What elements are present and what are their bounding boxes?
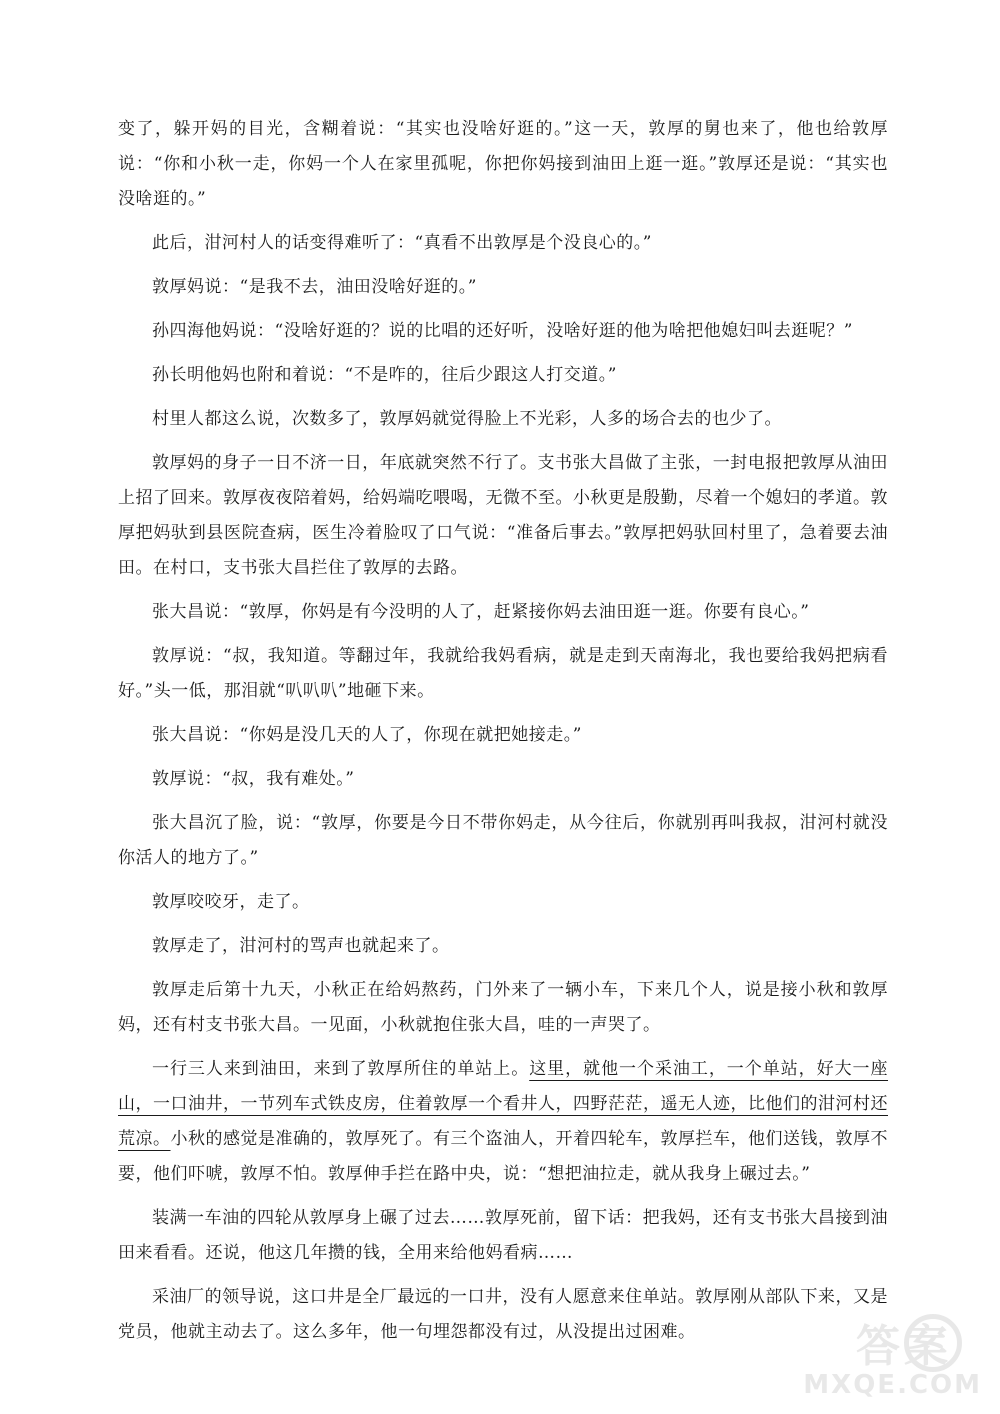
paragraph-17: 装满一车油的四轮从敦厚身上碾了过去……敦厚死前，留下话：把我妈，还有支书张大昌接到油田来看看。还说，他这几年攒的钱，全用来给他妈看病…… xyxy=(118,1208,888,1263)
watermark-circle-icon xyxy=(904,1314,962,1372)
paragraph-5: 孙长明他妈也附和着说：“不是咋的，往后少跟这人打交道。” xyxy=(152,365,617,385)
watermark-small-text: MXQE.COM xyxy=(803,1370,982,1400)
paragraph-1: 变了，躲开妈的目光，含糊着说：“其实也没啥好逛的。”这一天，敦厚的舅也来了，他也给敦厚说：“你和小秋一走，你妈一个人在家里孤呢，你把你妈接到油田上逛一逛。”敦厚还是说：“其实也没啥逛的。” xyxy=(118,119,888,209)
paragraph-6: 村里人都这么说，次数多了，敦厚妈就觉得脸上不光彩，人多的场合去的也少了。 xyxy=(152,409,782,429)
paragraph-15: 敦厚走后第十九天，小秋正在给妈熬药，门外来了一辆小车，下来几个人，说是接小秋和敦厚妈，还有村支书张大昌。一见面，小秋就抱住张大昌，哇的一声哭了。 xyxy=(118,980,888,1035)
paragraph-13: 敦厚咬咬牙，走了。 xyxy=(152,892,310,912)
paragraph-4: 孙四海他妈说：“没啥好逛的？说的比唱的还好听，没啥好逛的他为啥把他媳妇叫去逛呢？” xyxy=(152,321,853,341)
watermark-big-text: 答案 xyxy=(856,1321,952,1372)
paragraph-8: 张大昌说：“敦厚，你妈是有今没明的人了，赶紧接你妈去油田逛一逛。你要有良心。” xyxy=(152,602,810,622)
paragraph-18: 采油厂的领导说，这口井是全厂最远的一口井，没有人愿意来住单站。敦厚刚从部队下来，又是党员，他就主动去了。这么多年，他一句埋怨都没有过，从没提出过困难。 xyxy=(118,1287,888,1342)
paragraph-16-lead: 一行三人来到油田，来到了敦厚所住的单站上。 xyxy=(152,1059,530,1079)
document-body xyxy=(118,112,888,1359)
paragraph-7: 敦厚妈的身子一日不济一日，年底就突然不行了。支书张大昌做了主张，一封电报把敦厚从油田上招了回来。敦厚夜夜陪着妈，给妈端吃喂喝，无微不至。小秋更是殷勤，尽着一个媳妇的孝道。敦厚把妈驮到县医院查病，医生冷着脸叹了口气说：“准备后事去。”敦厚把妈驮回村里了，急着要去油田。在村口，支书张大昌拦住了敦厚的去路。 xyxy=(118,453,888,578)
paragraph-16 xyxy=(118,1052,888,1192)
paragraph-11: 敦厚说：“叔，我有难处。” xyxy=(152,769,355,789)
paragraph-9: 敦厚说：“叔，我知道。等翻过年，我就给我妈看病，就是走到天南海北，我也要给我妈把病看好。”头一低，那泪就“叭叭叭”地砸下来。 xyxy=(118,646,888,701)
paragraph-10: 张大昌说：“你妈是没几天的人了，你现在就把她接走。” xyxy=(152,725,582,745)
paragraph-2: 此后，泔河村人的话变得难听了：“真看不出敦厚是个没良心的。” xyxy=(152,233,652,253)
paragraph-14: 敦厚走了，泔河村的骂声也就起来了。 xyxy=(152,936,450,956)
underlined-passage: 这里，就他一个采油工，一个单站，好大一座山，一口油井，一节列车式铁皮房，住着敦厚一个看井人，四野茫茫，遥无人迹，比他们的泔河村还荒凉。 xyxy=(118,1059,889,1149)
paragraph-3: 敦厚妈说：“是我不去，油田没啥好逛的。” xyxy=(152,277,477,297)
watermark-logo xyxy=(782,1310,982,1400)
paragraph-16-tail: 小秋的感觉是准确的，敦厚死了。有三个盗油人，开着四轮车，敦厚拦车，他们送钱，敦厚不要，他们吓唬，敦厚不怕。敦厚伸手拦在路中央，说：“想把油拉走，就从我身上碾过去。” xyxy=(118,1129,888,1184)
paragraph-12: 张大昌沉了脸，说：“敦厚，你要是今日不带你妈走，从今往后，你就别再叫我叔，泔河村就没你活人的地方了。” xyxy=(118,813,888,868)
